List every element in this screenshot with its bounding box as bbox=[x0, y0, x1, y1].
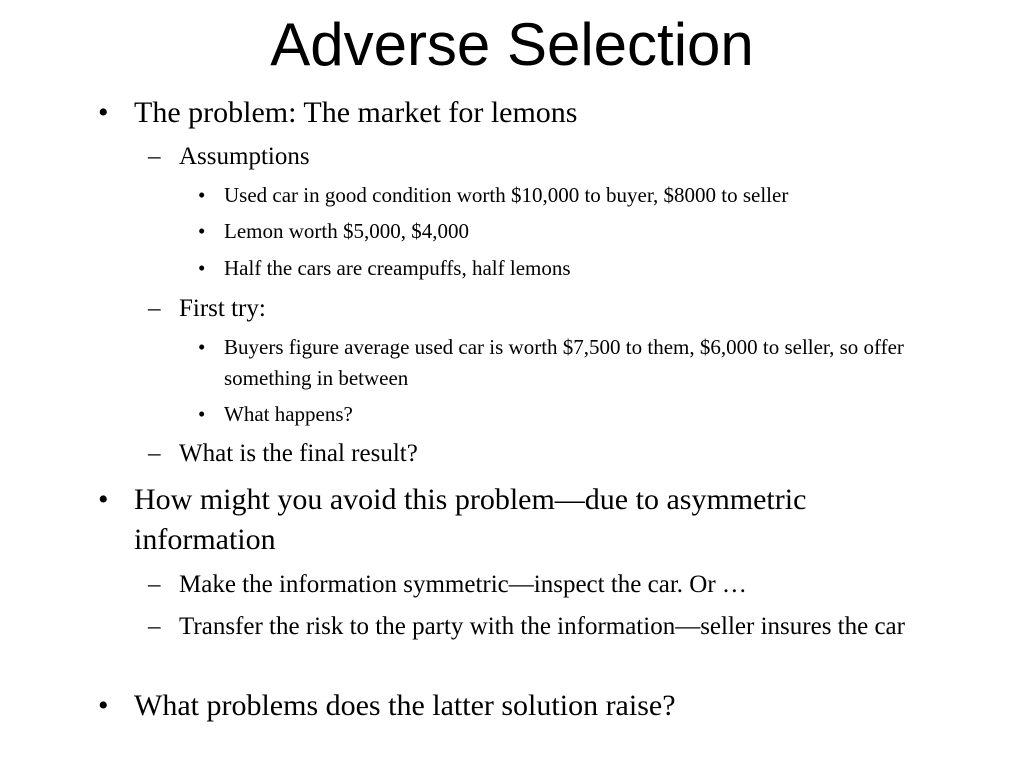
bullet-text: What happens? bbox=[224, 402, 353, 426]
sub-sub-bullet-item bbox=[198, 332, 908, 394]
bullet-text: What is the final result? bbox=[179, 440, 418, 467]
sub-bullet-item bbox=[148, 610, 978, 644]
sub-bullet-item bbox=[148, 568, 968, 602]
bullet-text: Transfer the risk to the party with the information—seller insures the car bbox=[179, 613, 905, 640]
slide-title: Adverse Selection bbox=[270, 11, 754, 78]
bullet-marker: • bbox=[198, 402, 206, 426]
bullet-item bbox=[98, 93, 978, 133]
bullet-text: What problems does the latter solution raise? bbox=[134, 689, 676, 722]
dash-marker: – bbox=[148, 613, 161, 640]
bullet-text: Used car in good condition worth $10,000 to buyer, $8000 to seller bbox=[224, 183, 789, 207]
sub-bullet-item bbox=[148, 437, 968, 471]
bullet-marker: • bbox=[98, 689, 109, 722]
bullet-text: Lemon worth $5,000, $4,000 bbox=[224, 219, 469, 243]
bullet-text: The problem: The market for lemons bbox=[134, 96, 578, 129]
bullet-item bbox=[98, 480, 918, 560]
bullet-marker: • bbox=[98, 483, 109, 516]
bullet-marker: • bbox=[98, 96, 109, 129]
dash-marker: – bbox=[148, 295, 161, 322]
sub-sub-bullet-item bbox=[198, 253, 928, 284]
bullet-text: Buyers figure average used car is worth $7,500 to them, $6,000 to seller, so offer something in between bbox=[224, 335, 904, 390]
bullet-text: How might you avoid this problem—due to asymmetric information bbox=[134, 483, 807, 556]
bullet-marker: • bbox=[198, 219, 206, 243]
sub-sub-bullet-item bbox=[198, 399, 928, 430]
dash-marker: – bbox=[148, 571, 161, 598]
bullet-item bbox=[98, 686, 978, 726]
bullet-text: Half the cars are creampuffs, half lemons bbox=[224, 256, 571, 280]
sub-bullet-item bbox=[148, 292, 968, 326]
sub-bullet-item bbox=[148, 140, 968, 174]
bullet-text: Assumptions bbox=[179, 143, 310, 170]
bullet-marker: • bbox=[198, 335, 206, 359]
dash-marker: – bbox=[148, 143, 161, 170]
dash-marker: – bbox=[148, 440, 161, 467]
bullet-text: First try: bbox=[179, 295, 266, 322]
sub-sub-bullet-item bbox=[198, 216, 928, 247]
bullet-marker: • bbox=[198, 256, 206, 280]
bullet-marker: • bbox=[198, 183, 206, 207]
sub-sub-bullet-item bbox=[198, 180, 928, 211]
bullet-text: Make the information symmetric—inspect the car. Or … bbox=[179, 571, 747, 598]
